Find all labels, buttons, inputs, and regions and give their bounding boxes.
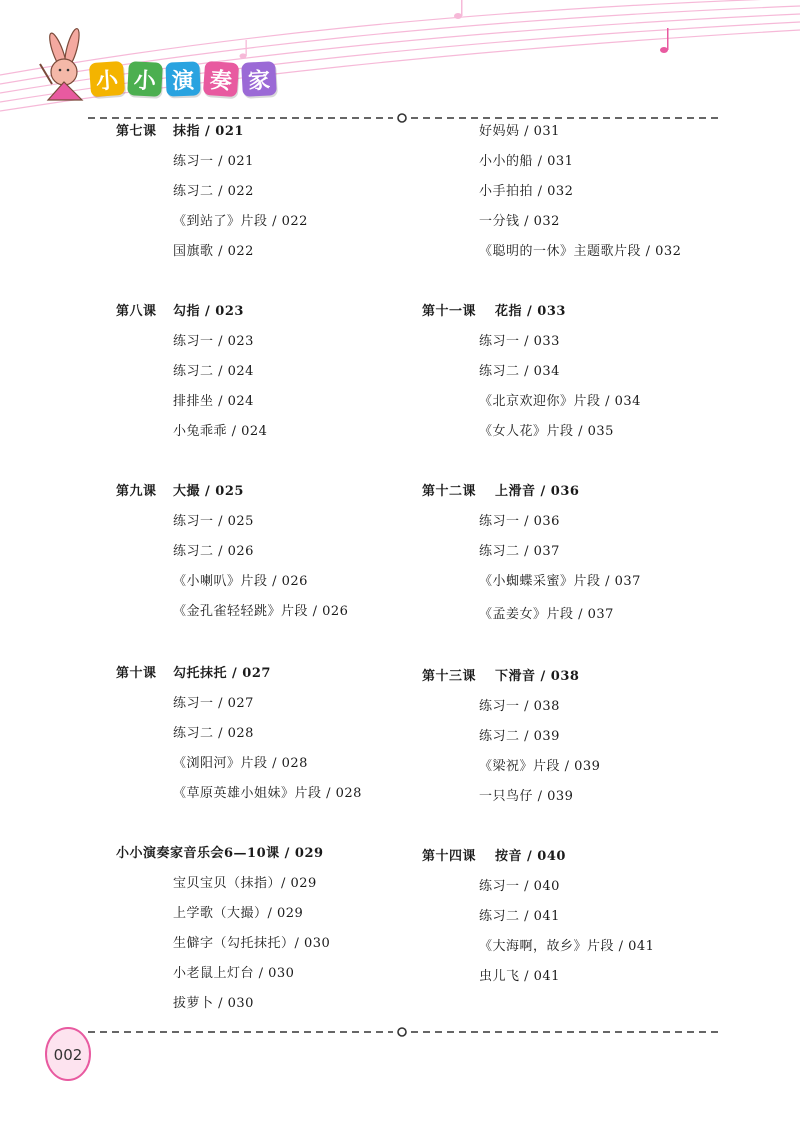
title-char: 演 <box>165 61 200 96</box>
bottom-divider <box>88 1026 720 1038</box>
toc-entry[interactable]: 《小蜘蝶采蜜》片段 / 037 <box>479 574 641 589</box>
bunny-icon <box>40 27 82 100</box>
toc-lesson-heading[interactable]: 第十四课 按音 / 040 <box>422 849 566 864</box>
toc-entry[interactable]: 小小的船 / 031 <box>479 154 574 169</box>
toc-entry[interactable]: 练习二 / 034 <box>479 364 560 379</box>
toc-entry[interactable]: 练习二 / 041 <box>479 909 560 924</box>
toc-entry[interactable]: 虫儿飞 / 041 <box>479 969 560 984</box>
toc-entry[interactable]: 练习一 / 036 <box>479 514 560 529</box>
toc-entry[interactable]: 练习一 / 038 <box>479 699 560 714</box>
title-char: 小 <box>127 61 163 97</box>
toc-entry[interactable]: 《草原英雄小姐妹》片段 / 028 <box>173 786 362 801</box>
toc-entry[interactable]: 练习一 / 021 <box>173 154 254 169</box>
toc-entry[interactable]: 练习二 / 028 <box>173 726 254 741</box>
toc-entry[interactable]: 拔萝卜 / 030 <box>173 996 254 1011</box>
series-title <box>90 62 276 96</box>
toc-lesson-heading[interactable]: 第十三课 下滑音 / 038 <box>422 669 580 684</box>
title-char: 奏 <box>203 61 239 97</box>
toc-entry[interactable]: 《女人花》片段 / 035 <box>479 424 614 439</box>
toc-lesson-heading[interactable]: 第十二课 上滑音 / 036 <box>422 484 580 499</box>
toc-entry[interactable]: 《大海啊，故乡》片段 / 041 <box>479 939 655 954</box>
toc-lesson-heading[interactable]: 第七课 抹指 / 021 <box>116 124 244 139</box>
toc-entry[interactable]: 练习一 / 027 <box>173 696 254 711</box>
toc-entry[interactable]: 宝贝宝贝（抹指）/ 029 <box>173 876 317 891</box>
toc-lesson-heading[interactable]: 第九课 大撮 / 025 <box>116 484 244 499</box>
toc-lesson-heading[interactable]: 第十一课 花指 / 033 <box>422 304 566 319</box>
title-char: 小 <box>89 61 125 97</box>
toc-entry[interactable]: 练习一 / 040 <box>479 879 560 894</box>
toc-entry[interactable]: 《浏阳河》片段 / 028 <box>173 756 308 771</box>
toc-entry[interactable]: 小兔乖乖 / 024 <box>173 424 268 439</box>
toc-entry[interactable]: 《北京欢迎你》片段 / 034 <box>479 394 641 409</box>
toc-entry[interactable]: 小手拍拍 / 032 <box>479 184 574 199</box>
toc-entry[interactable]: 练习一 / 033 <box>479 334 560 349</box>
toc-entry[interactable]: 小老鼠上灯台 / 030 <box>173 966 295 981</box>
toc-concert-heading[interactable]: 小小演奏家音乐会6—10课 / 029 <box>116 846 324 861</box>
toc-entry[interactable]: 练习二 / 024 <box>173 364 254 379</box>
toc-entry[interactable]: 《小喇叭》片段 / 026 <box>173 574 308 589</box>
toc-entry[interactable]: 练习一 / 023 <box>173 334 254 349</box>
toc-entry[interactable]: 上学歌（大撮）/ 029 <box>173 906 304 921</box>
page-number: 002 <box>53 1046 83 1064</box>
toc-entry[interactable]: 排排坐 / 024 <box>173 394 254 409</box>
toc-entry[interactable]: 好妈妈 / 031 <box>479 124 560 139</box>
toc-entry[interactable]: 《到站了》片段 / 022 <box>173 214 308 229</box>
toc-entry[interactable]: 国旗歌 / 022 <box>173 244 254 259</box>
top-divider <box>88 112 720 124</box>
toc-entry[interactable]: 练习二 / 026 <box>173 544 254 559</box>
toc-entry[interactable]: 生僻字（勾托抹托）/ 030 <box>173 936 331 951</box>
toc-entry[interactable]: 练习二 / 022 <box>173 184 254 199</box>
toc-lesson-heading[interactable]: 第十课 勾托抹托 / 027 <box>116 666 271 681</box>
toc-entry[interactable]: 练习二 / 039 <box>479 729 560 744</box>
toc-lesson-heading[interactable]: 第八课 勾指 / 023 <box>116 304 244 319</box>
toc-entry[interactable]: 练习一 / 025 <box>173 514 254 529</box>
title-char: 家 <box>241 61 277 97</box>
toc-entry[interactable]: 一只鸟仔 / 039 <box>479 789 574 804</box>
toc-entry[interactable]: 《金孔雀轻轻跳》片段 / 026 <box>173 604 349 619</box>
toc-entry[interactable]: 《梁祝》片段 / 039 <box>479 759 601 774</box>
toc-entry[interactable]: 一分钱 / 032 <box>479 214 560 229</box>
toc-entry[interactable]: 练习二 / 037 <box>479 544 560 559</box>
toc-entry[interactable]: 《聪明的一休》主题歌片段 / 032 <box>479 244 682 259</box>
toc-entry[interactable]: 《孟姜女》片段 / 037 <box>479 607 614 622</box>
